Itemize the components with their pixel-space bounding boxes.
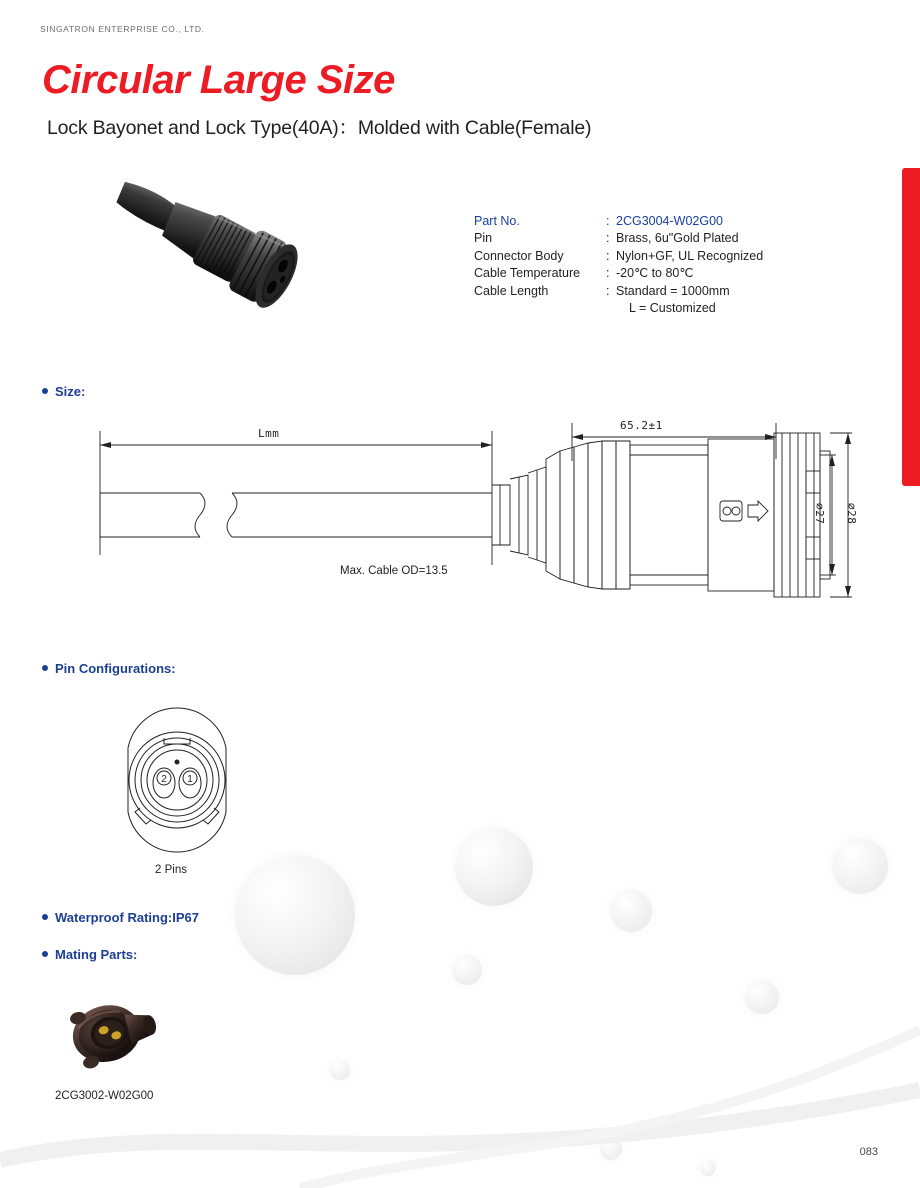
section-heading-size <box>42 384 85 399</box>
spec-value-cable-temperature: -20℃ to 80℃ <box>616 266 694 281</box>
dimension-body-length: 65.2±1 <box>620 419 663 432</box>
spec-colon-cable-length: : <box>606 283 610 298</box>
section-heading-pin-configurations <box>42 661 176 676</box>
spec-colon-connector-body: : <box>606 248 610 263</box>
page-title: Circular Large Size <box>42 58 395 102</box>
bullet-dot-icon <box>42 388 48 394</box>
decorative-bubble <box>235 855 355 975</box>
max-cable-od-note: Max. Cable OD=13.5 <box>340 565 448 577</box>
product-photo-mating-part <box>62 985 172 1075</box>
decorative-bubble <box>452 955 482 985</box>
section-label-size: Size: <box>55 384 86 399</box>
spec-colon-cable-temperature: : <box>606 266 610 281</box>
part-number-value: 2CG3004-W02G00 <box>616 214 724 228</box>
spec-value-cable-length-customized: L = Customized <box>629 301 716 316</box>
section-label-waterproof: Waterproof Rating:IP67 <box>55 910 199 925</box>
section-label-pin-configurations: Pin Configurations: <box>55 661 176 676</box>
spec-row-cable-temperature <box>474 265 763 282</box>
dimension-diameter-28: ⌀28 <box>845 503 858 525</box>
decorative-bubble <box>832 838 888 894</box>
bullet-dot-icon <box>42 665 48 671</box>
spec-colon-pin: : <box>606 231 610 246</box>
decorative-bubble <box>700 1160 716 1176</box>
pin-configuration-diagram <box>112 700 242 860</box>
product-photo-female-connector <box>110 180 340 340</box>
decorative-bubble <box>610 890 652 932</box>
spec-value-connector-body: Nylon+GF, UL Recognized <box>616 248 764 263</box>
part-number-row <box>474 213 763 230</box>
decorative-bubble <box>600 1138 622 1160</box>
dimension-length: Lmm <box>258 427 280 440</box>
spec-value-cable-length: Standard = 1000mm <box>616 283 730 298</box>
dimension-diameter-27: ⌀27 <box>813 503 826 525</box>
spec-value-pin: Brass, 6u"Gold Plated <box>616 231 739 246</box>
section-label-mating-parts: Mating Parts: <box>55 947 138 962</box>
dimension-drawing <box>60 415 860 615</box>
decorative-bubble <box>330 1060 350 1080</box>
specification-block <box>474 213 763 317</box>
mating-part-number: 2CG3002-W02G00 <box>55 1090 154 1102</box>
page-number: 083 <box>859 1146 878 1158</box>
pin-number-2: 2 <box>161 774 167 785</box>
spec-label-cable-length: Cable Length <box>474 283 549 298</box>
spec-label-pin: Pin <box>474 231 493 246</box>
section-heading-waterproof <box>42 910 199 925</box>
spec-label-connector-body: Connector Body <box>474 248 564 263</box>
page-subtitle: Lock Bayonet and Lock Type(40A)：Molded with Cable(Female) <box>47 117 592 139</box>
part-number-colon: : <box>606 214 610 228</box>
part-number-label: Part No. <box>474 214 520 228</box>
bullet-dot-icon <box>42 951 48 957</box>
spec-label-cable-temperature: Cable Temperature <box>474 266 581 281</box>
company-name: SINGATRON ENTERPRISE CO., LTD. <box>40 24 205 34</box>
bullet-dot-icon <box>42 914 48 920</box>
pin-number-1: 1 <box>187 774 193 785</box>
spec-row-cable-length <box>474 283 763 300</box>
decorative-bubble <box>745 980 779 1014</box>
decorative-bubble <box>455 828 533 906</box>
pin-count-caption: 2 Pins <box>155 864 187 876</box>
spec-row-connector-body <box>474 248 763 265</box>
spec-row-pin <box>474 230 763 247</box>
side-tab-marker <box>902 168 920 486</box>
section-heading-mating-parts <box>42 947 137 962</box>
